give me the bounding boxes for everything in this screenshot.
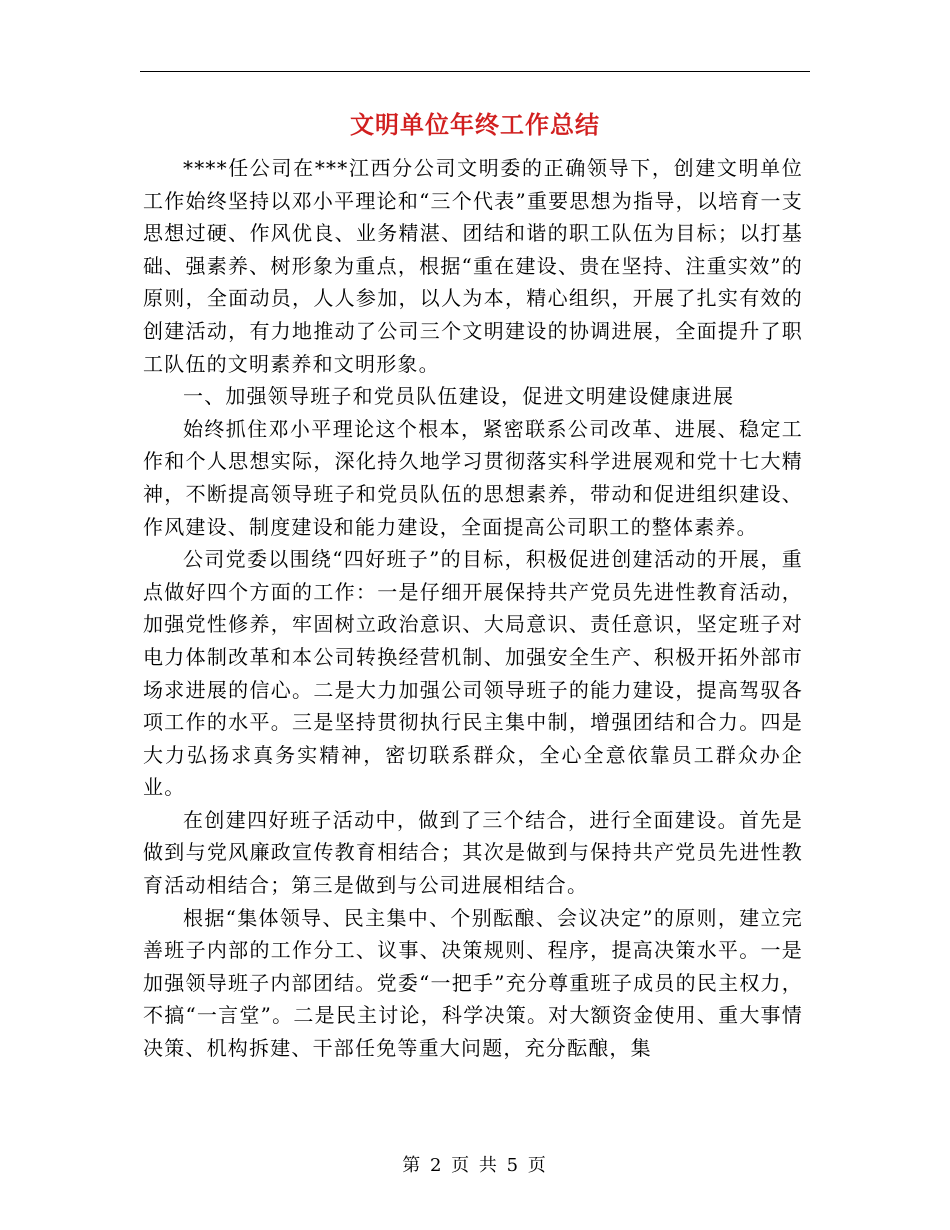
paragraph-party-committee: 公司党委以围绕“四好班子”的目标，积极促进创建活动的开展，重点做好四个方面的工作：一是仔细开展保持共产党员先进性教育活动，加强党性修养，牢固树立政治意识、大局意识、责任意识，坚定班子对电力体制改革和本公司转换经营机制、加强安全生产、积极开拓外部市场求进展的信心。二是大力加强公司领导班子的能力建设，提高驾驭各项工作的水平。三是坚持贯彻执行民主集中制，增强团结和合力。四是大力弘扬求真务实精神，密切联系群众，全心全意依靠员工群众办企业。 (143, 547, 803, 800)
document-title: 文明单位年终工作总结 (350, 110, 600, 139)
paragraph-intro: ****任公司在***江西分公司文明委的正确领导下，创建文明单位工作始终坚持以邓小平理论和“三个代表”重要思想为指导，以培育一支思想过硬、作风优良、业务精湛、团结和谐的职工队伍为目标；以打基础、强素养、树形象为重点，根据“重在建设、贵在坚持、注重实效”的原则，全面动员，人人参加，以人为本，精心组织，开展了扎实有效的创建活动，有力地推动了公司三个文明建设的协调进展，全面提升了职工队伍的文明素养和文明形象。 (143, 156, 803, 376)
section-heading: 一、加强领导班子和党员队伍建设，促进文明建设健康进展 (183, 384, 735, 409)
page-number: 第 2 页 共 5 页 (402, 1155, 548, 1176)
document-body (143, 152, 803, 1065)
paragraph-three-combinations: 在创建四好班子活动中，做到了三个结合，进行全面建设。首先是做到与党风廉政宣传教育相结合；其次是做到与保持共产党员先进性教育活动相结合；第三是做到与公司进展相结合。 (143, 807, 803, 898)
paragraph-decision-rules: 根据“集体领导、民主集中、个别酝酿、会议决定”的原则，建立完善班子内部的工作分工、议事、决策规则、程序，提高决策水平。一是加强领导班子内部团结。党委“一把手”充分尊重班子成员的民主权力，不搞“一言堂”。二是民主讨论，科学决策。对大额资金使用、重大事情决策、机构拆建、干部任免等重大问题，充分酝酿，集 (143, 905, 803, 1061)
header-rule (140, 71, 810, 72)
paragraph-theory: 始终抓住邓小平理论这个根本，紧密联系公司改革、进展、稳定工作和个人思想实际，深化持久地学习贯彻落实科学进展观和党十七大精神，不断提高领导班子和党员队伍的思想素养，带动和促进组织建设、作风建设、制度建设和能力建设，全面提高公司职工的整体素养。 (143, 416, 803, 539)
